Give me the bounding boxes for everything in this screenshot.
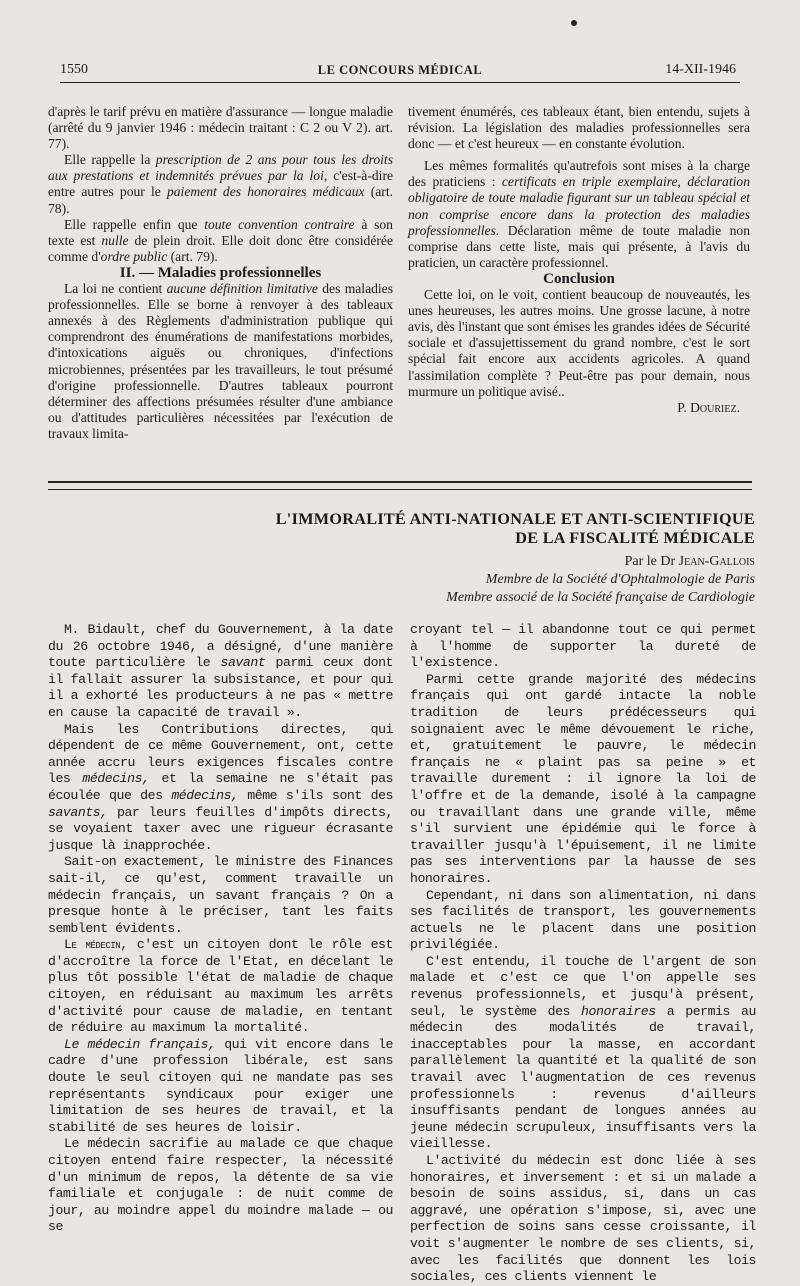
article-column-2 (410, 622, 756, 1286)
paragraph: M. Bidault, chef du Gouvernement, à la date du 26 octobre 1946, a désigné, d'une manière toute particulière le savant parmi ceux dont il fallait assurer la subsistance, et pour qui il a exhorté les producteurs à ne pas « mettre en cause la capacité de travail ». (48, 622, 393, 720)
paragraph: Parmi cette grande majorité des médecins français qui ont gardé intacte la noble tradition de leurs prédécesseurs qui soignaient avec le même dévouement le riche, et, gratuitement le pauvre, le médecin français ne « plaint pas sa peine » et travaille durement : il ignore la loi de l'offre et de la demande, isolé à la campagne ou travaillant dans une grande ville, même s'il survient une épidémie qui le force à travailler jusqu'à l'épuisement, il ne limite pas ses interventions par la hausse de ses honoraires. (410, 671, 756, 886)
paragraph: L'activité du médecin est donc liée à ses honoraires, et inversement : et si un malade a besoin de soins assidus, si, dans un cas aggravé, une opération s'impose, si, avec une perfection de soins sans cesse croissante, il voit s'augmenter le nombre de ses clients, si, avec les facilités que donnent les lois sociales, ces clients viennent le (410, 1153, 756, 1285)
article-separator (48, 481, 752, 490)
page-number: 1550 (60, 62, 88, 77)
author-affiliation-2: Membre associé de la Société française de Cardiologie (446, 590, 755, 605)
paragraph: d'après le tarif prévu en matière d'assurance — longue maladie (arrêté du 9 janvier 1946 : médecin traitant : C 2 ou V 2). art. 77). (48, 104, 393, 152)
paragraph: Elle rappelle la prescription de 2 ans pour tous les droits aux prestations et indemnités prévues par la loi, c'est-à-dire entre autres pour le paiement des honoraires médicaux (art. 78). (48, 152, 394, 216)
paragraph: Sait-on exactement, le ministre des Finances sait-il, ce qu'est, comment travaille un médecin français, un savant français ? On a presque honte à le préciser, tant les faits semblent évidents. (48, 854, 393, 936)
article-column-1 (48, 622, 393, 1236)
prev-article-column-1 (48, 104, 393, 442)
paragraph: La loi ne contient aucune définition limitative des maladies professionnelles. Elle se borne à renvoyer à des tableaux annexés à des Règlements d'administration publique qui comprendront des énumérations de manifestations morbides, d'intoxications aiguës ou chroniques, d'infections microbiennes, présentées par les travailleurs, le tout présumé d'origine professionnelle. D'autres tableaux pourront déterminer des affections présumées résulter d'une ambiance ou d'attitudes particulières nécessitées par l'exécution de travaux limita- (48, 281, 394, 441)
paragraph: C'est entendu, il touche de l'argent de son malade et c'est ce que l'on appelle ses revenus professionnels, et jusqu'à présent, seul, le système des honoraires a permis au médecin des modalités de travail, inacceptables pour la masse, en accordant parallèlement la quantité et la qualité de son travail avec l'augmentation de ces revenus professionnels : revenus d'ailleurs insuffisants pendant de longues années au jeune médecin scrupuleux, insuffisants vers la vieillesse. (410, 953, 756, 1152)
running-header (60, 60, 740, 83)
paragraph: Cette loi, on le voit, contient beaucoup de nouveautés, les unes heureuses, les autres moins. Une grosse lacune, à notre avis, dès l'instant que sont émises les grandes idées de Sécurité sociale et d'assujettissement du grand nombre, c'est le sort spécial fait encore aux accidents agricoles. A quand l'assimilation complète ? Peut-être pas pour demain, nous murmure un politique avisé.. (408, 287, 750, 399)
article-header (60, 510, 755, 607)
article-title-line-2: DE LA FISCALITÉ MÉDICALE (515, 529, 755, 547)
paragraph: Le médecin, c'est un citoyen dont le rôle est d'accroître la force de l'Etat, en décelant le plus tôt possible l'état de maladie de chaque citoyen, en réduisant au maximum les arrêts d'activité pour cause de maladie, en tentant de réduire au maximum la mortalité. (48, 937, 393, 1036)
paragraph: Les mêmes formalités qu'autrefois sont mises à la charge des praticiens : certificats en triple exemplaire, déclaration obligatoire de toute maladie figurant sur un tableau spécial et non comprise encore dans la protection des maladies professionnelles. Déclaration même de toute maladie non comprise dans cette liste, mais qui présente, à l'avis du praticien, un caractère professionnel. (408, 158, 750, 270)
issue-date: 14-XII-1946 (665, 62, 736, 77)
ink-speck (571, 20, 577, 26)
section-heading: II. — Maladies professionnelles (119, 264, 322, 281)
paragraph: Le médecin sacrifie au malade ce que chaque citoyen entend faire respecter, la nécessité d'un minimum de repos, la détente de sa vie familiale et conjugale : de nuit comme de jour, au moindre appel du moindre malade — ou se (48, 1136, 393, 1235)
article-author: Par le Dr Jean-Gallois (624, 554, 755, 569)
paragraph: croyant tel — il abandonne tout ce qui permet à l'homme de supporter la dureté de l'existence. (410, 622, 756, 671)
author-signature: P. Douriez. (677, 399, 740, 415)
author-affiliation-1: Membre de la Société d'Ophtalmologie de Paris (485, 572, 755, 587)
journal-title: LE CONCOURS MÉDICAL (317, 63, 483, 77)
paragraph: Cependant, ni dans son alimentation, ni dans ses facilités de transport, les gouvernements actuels ne le placent dans une position privilégiée. (410, 887, 756, 953)
section-heading: Conclusion (543, 270, 615, 287)
prev-article-column-2 (408, 104, 750, 416)
paragraph: tivement énumérés, ces tableaux étant, bien entendu, sujets à révision. La législation des maladies professionnelles sera donc — et c'est heureux — en constante évolution. (408, 104, 750, 152)
paragraph: Elle rappelle enfin que toute convention contraire à son texte est nulle de plein droit. Elle doit donc être considérée comme d'ordre public (art. 79). (48, 216, 393, 264)
paragraph: Le médecin français, qui vit encore dans le cadre d'une profession libérale, est sans doute le seul citoyen qui ne mandate pas ses représentants syndicaux pour exiger une limitation de ses heures de travail, et la stabilité de ses heures de loisir. (48, 1036, 393, 1135)
paragraph: Mais les Contributions directes, qui dépendent de ce même Gouvernement, ont, cette année accru leurs exigences fiscales contre les médecins, et la semaine ne s'était pas écoulée que des médecins, même s'ils sont des savants, par leurs feuilles d'impôts directs, se voyaient taxer avec une rigueur écrasante jusque là inapprochée. (48, 721, 393, 853)
article-title-line-1: L'IMMORALITÉ ANTI-NATIONALE ET ANTI-SCIENTIFIQUE (275, 510, 755, 528)
